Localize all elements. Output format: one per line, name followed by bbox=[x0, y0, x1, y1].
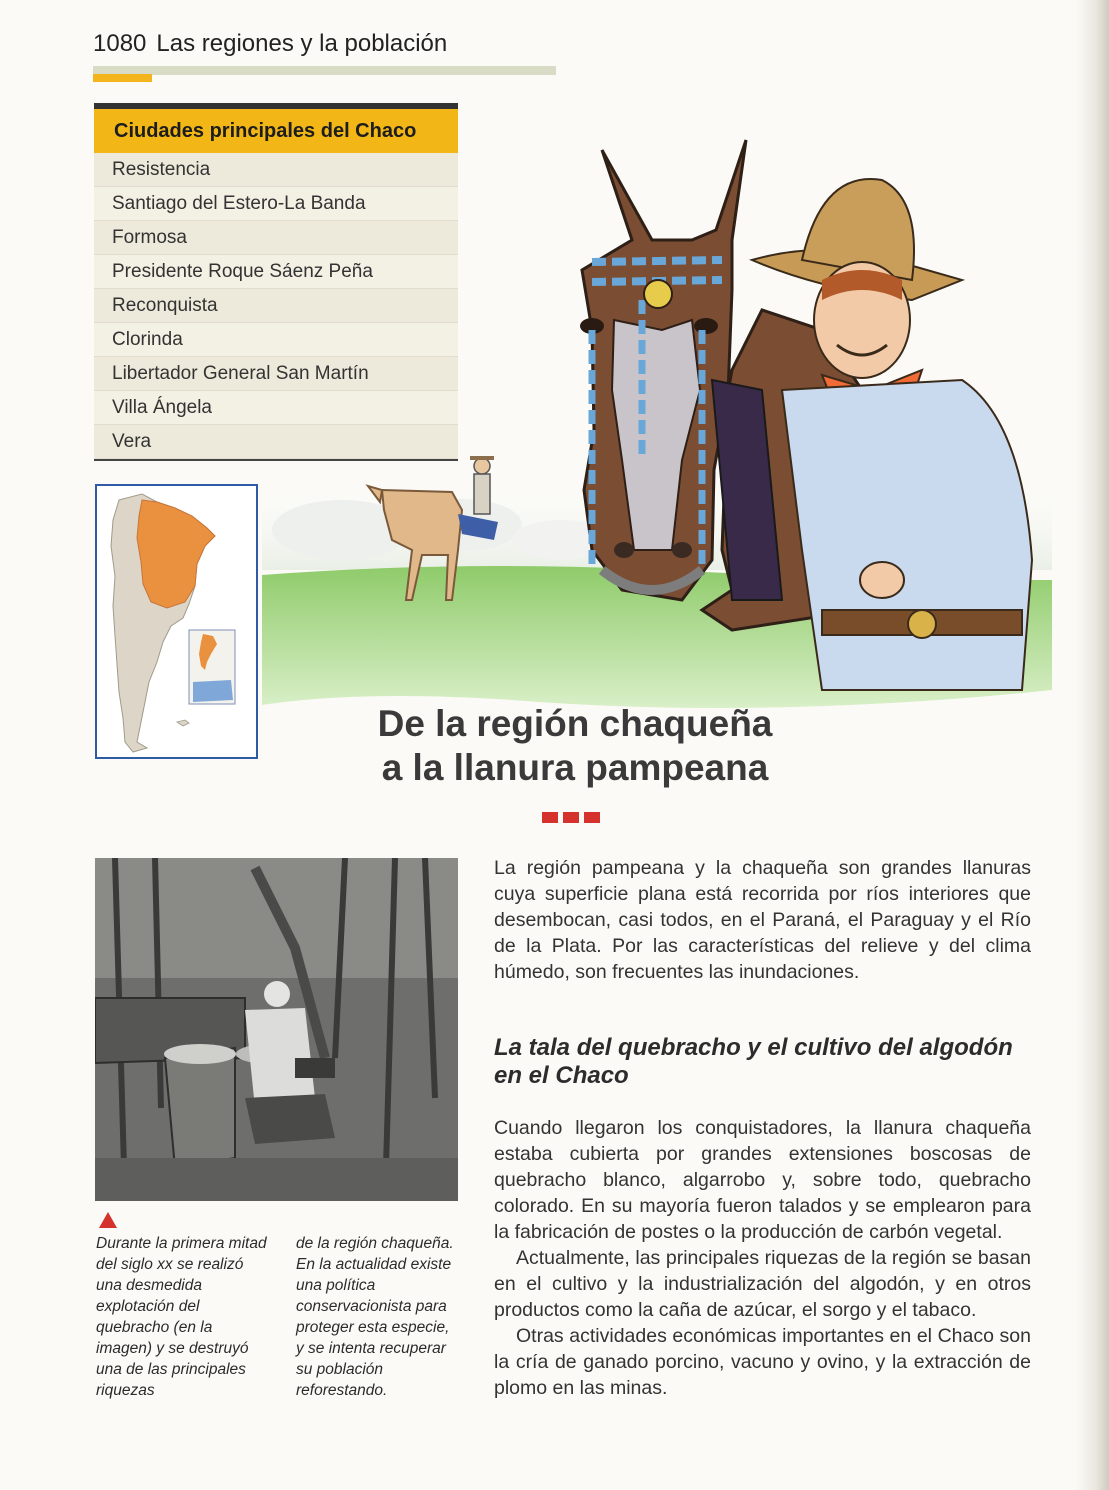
map-graphic bbox=[97, 486, 256, 757]
photo-caption-col1: Durante la primera mitad del siglo xx se realizó una desmedida explotación del quebracho (en la imagen) y se destruyó una de las principales riquezas bbox=[96, 1235, 267, 1399]
chapter-title-line2: a la llanura pampeana bbox=[381, 747, 769, 788]
red-square-icon bbox=[563, 812, 579, 823]
running-header bbox=[93, 30, 447, 58]
section-paragraph: Otras actividades económicas importantes en el Chaco son la cría de ganado porcino, vacuno y ovino, y la extracción de plomo en las minas. bbox=[494, 1325, 1031, 1399]
table-row: Presidente Roque Sáenz Peña bbox=[94, 255, 458, 289]
caption-triangle-icon bbox=[98, 1211, 118, 1234]
table-row: Formosa bbox=[94, 221, 458, 255]
table-row: Clorinda bbox=[94, 323, 458, 357]
inset-antarctica-shape bbox=[193, 680, 233, 702]
table-row: Resistencia bbox=[94, 153, 458, 187]
chapter-title-line1: De la región chaqueña bbox=[377, 703, 773, 744]
section-paragraph: Cuando llegaron los conquistadores, la llanura chaqueña estaba cubierta por grandes extensiones boscosas de quebracho blanco, algarrobo y, sobre todo, quebracho colorado. En su mayoría fueron talados y se emplearon para la fabricación de postes o la producción de carbón vegetal. bbox=[494, 1117, 1031, 1243]
gaucho-illustration bbox=[262, 130, 1052, 710]
section-heading: La tala del quebracho y el cultivo del algodón en el Chaco bbox=[494, 1034, 1013, 1089]
page-edge-shadow bbox=[1076, 0, 1109, 1490]
photo-graphic bbox=[95, 858, 458, 1201]
islands-shape bbox=[177, 720, 189, 726]
photo-caption-col2: de la región chaqueña. En la actualidad existe una política conservacionista para proteger esta especie, y se intenta recuperar su población reforestando. bbox=[296, 1235, 454, 1399]
chaco-region-highlight bbox=[137, 500, 215, 608]
argentina-map bbox=[95, 484, 258, 759]
section-paragraph: Actualmente, las principales riquezas de la región se basan en el cultivo y la industrialización del algodón, y en otros productos como la caña de azúcar, el sorgo y el tabaco. bbox=[494, 1247, 1031, 1321]
illustration-graphic bbox=[262, 130, 1052, 710]
table-row: Villa Ángela bbox=[94, 391, 458, 425]
table-row: Santiago del Estero-La Banda bbox=[94, 187, 458, 221]
section-name: Las regiones y la población bbox=[156, 30, 448, 57]
page-number: 1080 bbox=[93, 30, 147, 57]
quebracho-felling-photo bbox=[95, 858, 458, 1201]
table-row: Libertador General San Martín bbox=[94, 357, 458, 391]
chapter-title bbox=[330, 702, 820, 790]
intro-paragraph: La región pampeana y la chaqueña son grandes llanuras cuya superficie plana está recorrida por ríos interiores que desembocan, casi todos, en el Paraná, el Paraguay y el Río de la Plata. Por las características del relieve y del clima húmedo, son frecuentes las inundaciones. bbox=[494, 857, 1031, 983]
red-square-icon bbox=[584, 812, 600, 823]
red-square-icon bbox=[542, 812, 558, 823]
header-accent-mark bbox=[93, 74, 152, 82]
cities-table-title: Ciudades principales del Chaco bbox=[94, 109, 458, 153]
table-row: Reconquista bbox=[94, 289, 458, 323]
title-ornament bbox=[542, 810, 605, 828]
header-rule bbox=[93, 66, 556, 75]
table-row: Vera bbox=[94, 425, 458, 459]
